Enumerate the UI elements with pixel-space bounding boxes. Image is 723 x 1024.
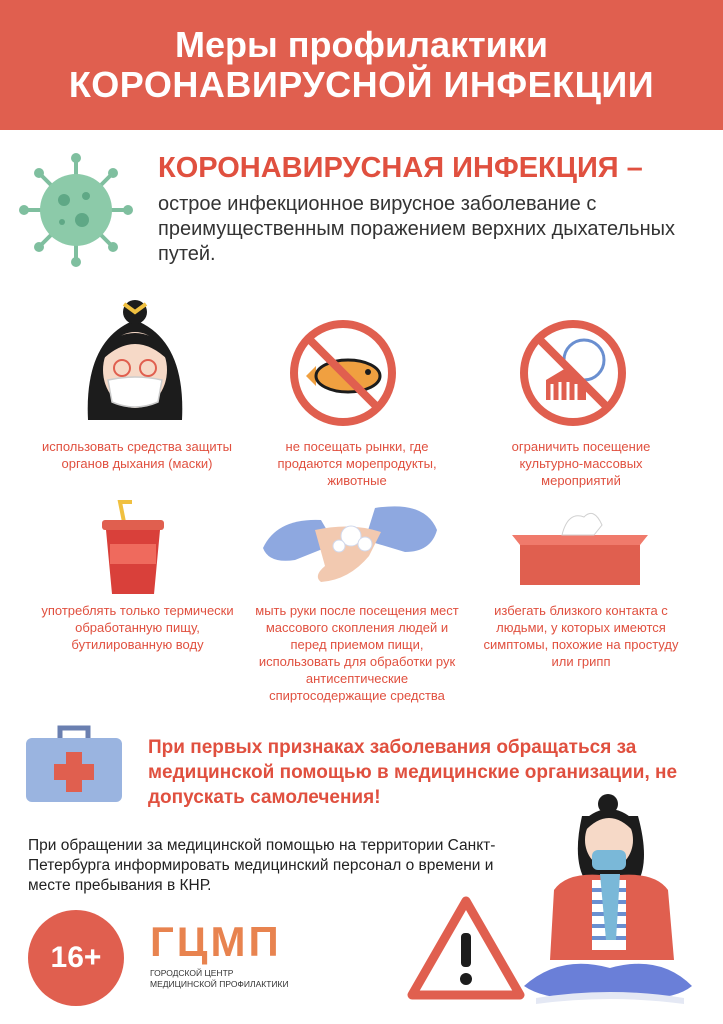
header-banner	[0, 0, 723, 130]
cup-icon	[98, 500, 168, 598]
virus-icon	[16, 150, 136, 270]
brand-subtitle: ГОРОДСКОЙ ЦЕНТР МЕДИЦИНСКОЙ ПРОФИЛАКТИКИ	[150, 968, 289, 989]
measure-hands: мыть руки после посещения мест массового скопления людей и перед приемом пищи, использовать для обработки рук антисептические спиртосодержащие средства	[255, 603, 459, 703]
warning-triangle-icon	[406, 895, 526, 1000]
first-aid-kit-icon	[24, 722, 124, 804]
measure-mask: использовать средства защиты органов дыхания (маски)	[42, 439, 232, 471]
measure-contact: избегать близкого контакта с людьми, у которых имеются симптомы, похожие на простуду или грипп	[483, 603, 679, 669]
hand-washing-icon	[255, 500, 445, 590]
measure-events: ограничить посещение культурно-массовых мероприятий	[511, 439, 651, 488]
definition-title: КОРОНАВИРУСНАЯ ИНФЕКЦИЯ –	[158, 152, 643, 184]
measure-markets: не посещать рынки, где продаются морепродукты, животные	[277, 439, 437, 488]
tissue-box-icon	[510, 505, 650, 587]
age-rating-badge: 16+	[28, 910, 124, 1006]
travel-note: При обращении за медицинской помощью на территории Санкт-Петербурга информировать медицинский персонал о времени и месте пребывания в КНР.	[28, 837, 496, 894]
measure-water: употреблять только термически обработанную пищу, бутилированную воду	[41, 603, 234, 652]
page-title-line1: Меры профилактики	[175, 24, 548, 65]
no-events-icon	[518, 318, 628, 428]
page-title-line2: КОРОНАВИРУСНОЙ ИНФЕКЦИИ	[68, 64, 655, 105]
sick-woman-icon	[520, 790, 695, 1015]
no-fish-icon	[288, 318, 398, 428]
definition-text: острое инфекционное вирусное заболевание с преимущественным поражением верхних дыхательных путей.	[158, 193, 675, 265]
brand-logo: ГЦМП	[150, 918, 282, 965]
mask-woman-icon	[80, 290, 190, 430]
warning-text: При первых признаках заболевания обращаться за медицинской помощью в медицинские организации, не допускать самолечения!	[148, 737, 678, 808]
